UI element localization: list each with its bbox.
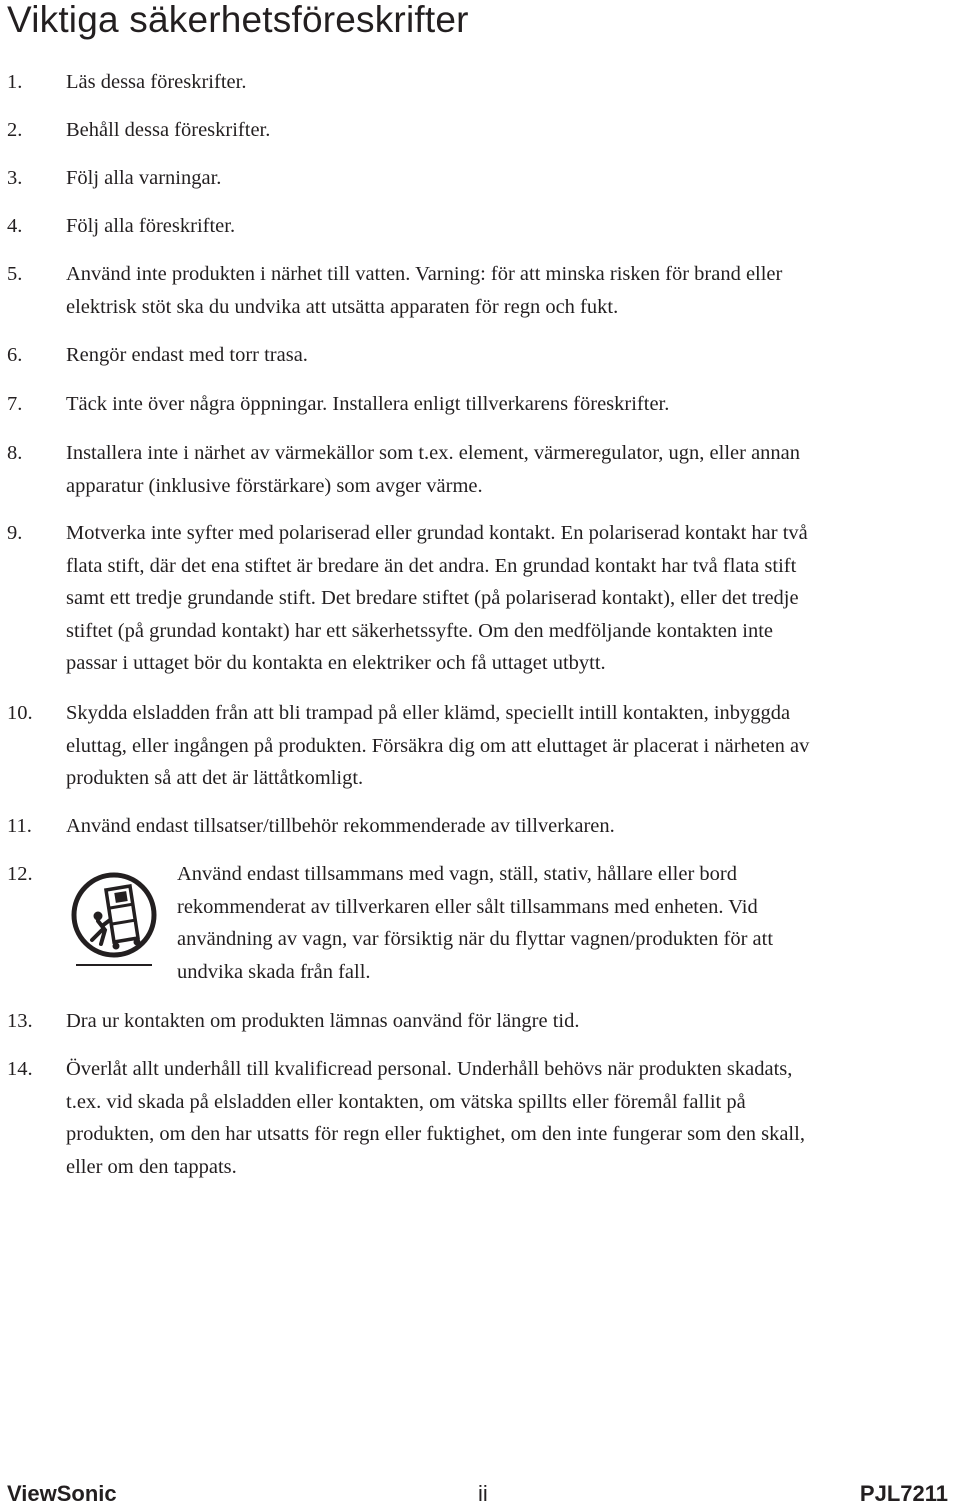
item-number: 13. bbox=[7, 1010, 33, 1032]
item-number: 8. bbox=[7, 442, 23, 464]
item-text: undvika skada från fall. bbox=[177, 960, 371, 983]
item-number: 3. bbox=[7, 167, 23, 189]
cart-tip-over-warning-icon bbox=[68, 868, 160, 968]
item-text: eller om den tappats. bbox=[66, 1155, 237, 1178]
item-text: Följ alla varningar. bbox=[66, 167, 222, 189]
brand-name: ViewSonic bbox=[7, 1481, 117, 1506]
item-text: Installera inte i närhet av värmekällor som t.ex. element, värmeregulator, ugn, eller annan bbox=[66, 442, 801, 464]
item-text: Följ alla föreskrifter. bbox=[66, 215, 236, 237]
page-title: Viktiga säkerhetsföreskrifter bbox=[7, 0, 469, 40]
item-text: Behåll dessa föreskrifter. bbox=[66, 119, 271, 141]
item-number: 7. bbox=[7, 393, 23, 415]
item-text: samt ett tredje grundande stift. Det bredare stiftet (på polariserad kontakt), eller det tredje bbox=[66, 587, 799, 609]
item-text: Använd endast tillsatser/tillbehör rekommenderade av tillverkaren. bbox=[66, 815, 615, 837]
model-number: PJL7211 bbox=[859, 1481, 948, 1506]
item-text: Täck inte över några öppningar. Installera enligt tillverkarens föreskrifter. bbox=[66, 393, 670, 415]
item-number: 14. bbox=[7, 1058, 33, 1080]
item-text: användning av vagn, var försiktig när du flyttar vagnen/produkten för att bbox=[177, 928, 774, 950]
item-text: Använd endast tillsammans med vagn, ställ, stativ, hållare eller bord bbox=[177, 863, 737, 885]
item-text: t.ex. vid skada på elsladden eller kontakten, om vätska spillts eller föremål fallit på bbox=[66, 1090, 746, 1113]
item-text: rekommenderat av tillverkaren eller sålt tillsammans med enheten. Vid bbox=[177, 895, 758, 918]
item-text: passar i uttaget bör du kontakta en elektriker och få uttaget utbytt. bbox=[66, 652, 606, 674]
item-text: Läs dessa föreskrifter. bbox=[66, 71, 247, 93]
page-number: ii bbox=[478, 1481, 488, 1506]
item-text: stiftet (på grundad kontakt) har ett säkerhetssyfte. Om den medföljande kontakten inte bbox=[66, 619, 774, 642]
item-text: Använd inte produkten i närhet till vatten. Varning: för att minska risken för brand eller bbox=[66, 263, 783, 285]
item-number: 2. bbox=[7, 119, 23, 141]
item-text: Överlåt allt underhåll till kvalificread personal. Underhåll behövs när produkten skadats, bbox=[66, 1058, 793, 1080]
item-text: Rengör endast med torr trasa. bbox=[66, 344, 308, 366]
item-number: 12. bbox=[7, 863, 33, 885]
item-text: elektrisk stöt ska du undvika att utsätta apparaten för regn och fukt. bbox=[66, 295, 619, 318]
item-number: 4. bbox=[7, 215, 23, 237]
item-text: produkten, om den har utsatts för regn eller fuktighet, om den inte fungerar som den skall, bbox=[66, 1123, 805, 1145]
item-number: 1. bbox=[7, 71, 23, 93]
item-number: 10. bbox=[7, 702, 33, 724]
item-text: Dra ur kontakten om produkten lämnas oanvänd för längre tid. bbox=[66, 1010, 580, 1032]
page-footer bbox=[0, 1480, 960, 1508]
item-text: Motverka inte syfter med polariserad eller grundad kontakt. En polariserad kontakt har två bbox=[66, 522, 808, 544]
item-number: 9. bbox=[7, 522, 23, 544]
item-text: eluttag, eller ingången på produkten. Försäkra dig om att eluttaget är placerat i närheten av bbox=[66, 734, 810, 757]
item-number: 11. bbox=[7, 815, 32, 837]
item-text: flata stift, där det ena stiftet är bredare än det andra. En grundad kontakt har två flata stift bbox=[66, 554, 797, 577]
item-text: Skydda elsladden från att bli trampad på eller klämd, speciellt intill kontakten, inbyggda bbox=[66, 702, 791, 724]
item-text: apparatur (inklusive förstärkare) som avger värme. bbox=[66, 474, 483, 497]
item-number: 5. bbox=[7, 263, 23, 285]
item-text: produkten så att det är lättåtkomligt. bbox=[66, 767, 364, 789]
item-number: 6. bbox=[7, 344, 23, 366]
